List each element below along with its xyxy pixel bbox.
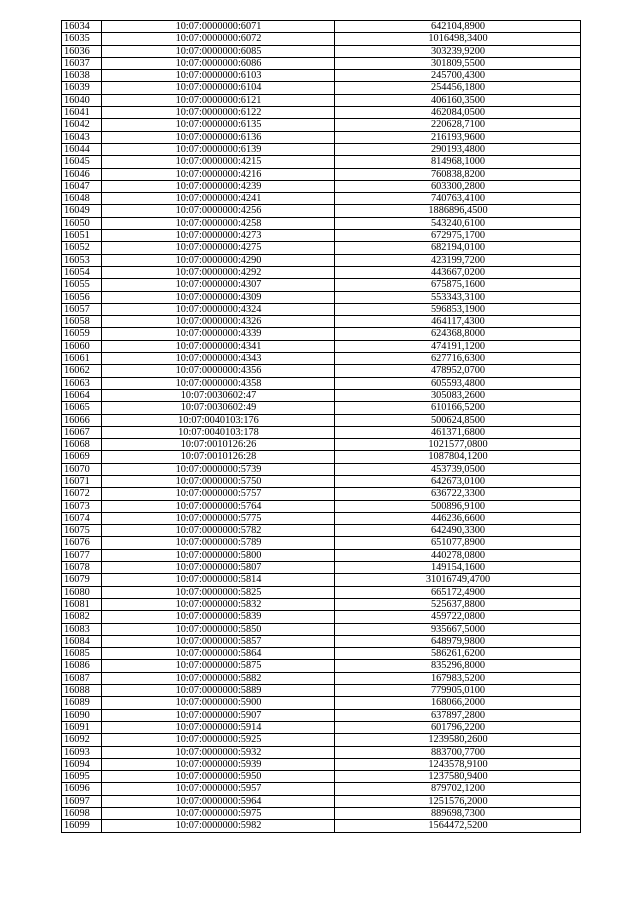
- cadastral-number-cell: 10:07:0000000:4356: [102, 365, 335, 377]
- table-row: [62, 21, 581, 33]
- cadastral-value-cell: 406160,3500: [335, 94, 581, 106]
- table-row: [62, 697, 581, 709]
- cadastral-value-cell: 1239580,2600: [335, 734, 581, 746]
- table-row: [62, 316, 581, 328]
- cadastral-value-cell: 500624,8500: [335, 414, 581, 426]
- cadastral-value-cell: 740763,4100: [335, 193, 581, 205]
- cadastral-value-cell: 835296,8000: [335, 660, 581, 672]
- cadastral-value-cell: 443667,0200: [335, 266, 581, 278]
- row-number-cell: 16037: [62, 57, 102, 69]
- cadastral-value-cell: 1564472,5200: [335, 820, 581, 832]
- row-number-cell: 16052: [62, 242, 102, 254]
- cadastral-value-cell: 453739,0500: [335, 463, 581, 475]
- cadastral-value-cell: 605593,4800: [335, 377, 581, 389]
- table-row: [62, 685, 581, 697]
- cadastral-number-cell: 10:07:0000000:4358: [102, 377, 335, 389]
- row-number-cell: 16054: [62, 266, 102, 278]
- table-row: [62, 525, 581, 537]
- table-row: [62, 463, 581, 475]
- row-number-cell: 16060: [62, 340, 102, 352]
- row-number-cell: 16035: [62, 33, 102, 45]
- cadastral-number-cell: 10:07:0000000:4339: [102, 328, 335, 340]
- cadastral-value-cell: 636722,3300: [335, 488, 581, 500]
- table-row: [62, 709, 581, 721]
- cadastral-number-cell: 10:07:0030602:47: [102, 389, 335, 401]
- row-number-cell: 16034: [62, 21, 102, 33]
- cadastral-number-cell: 10:07:0000000:5800: [102, 549, 335, 561]
- row-number-cell: 16058: [62, 316, 102, 328]
- row-number-cell: 16059: [62, 328, 102, 340]
- table-row: [62, 808, 581, 820]
- cadastral-value-cell: 879702,1200: [335, 783, 581, 795]
- table-row: [62, 291, 581, 303]
- table-row: [62, 426, 581, 438]
- table-row: [62, 119, 581, 131]
- row-number-cell: 16064: [62, 389, 102, 401]
- table-row: [62, 746, 581, 758]
- table-row: [62, 156, 581, 168]
- table-row: [62, 598, 581, 610]
- row-number-cell: 16098: [62, 808, 102, 820]
- cadastral-number-cell: 10:07:0000000:6139: [102, 143, 335, 155]
- table-row: [62, 512, 581, 524]
- row-number-cell: 16049: [62, 205, 102, 217]
- table-row: [62, 574, 581, 586]
- table-row: [62, 242, 581, 254]
- row-number-cell: 16096: [62, 783, 102, 795]
- table-row: [62, 549, 581, 561]
- table-row: [62, 537, 581, 549]
- table-row: [62, 131, 581, 143]
- cadastral-number-cell: 10:07:0000000:5775: [102, 512, 335, 524]
- cadastral-value-cell: 553343,3100: [335, 291, 581, 303]
- cadastral-number-cell: 10:07:0000000:5939: [102, 758, 335, 770]
- cadastral-number-cell: 10:07:0010126:28: [102, 451, 335, 463]
- row-number-cell: 16097: [62, 795, 102, 807]
- cadastral-number-cell: 10:07:0000000:5900: [102, 697, 335, 709]
- table-row: [62, 635, 581, 647]
- cadastral-number-cell: 10:07:0000000:4324: [102, 303, 335, 315]
- cadastral-number-cell: 10:07:0000000:6104: [102, 82, 335, 94]
- table-row: [62, 488, 581, 500]
- cadastral-number-cell: 10:07:0030602:49: [102, 402, 335, 414]
- table-row: [62, 721, 581, 733]
- cadastral-value-cell: 624368,8000: [335, 328, 581, 340]
- cadastral-value-cell: 601796,2200: [335, 721, 581, 733]
- row-number-cell: 16043: [62, 131, 102, 143]
- row-number-cell: 16047: [62, 180, 102, 192]
- row-number-cell: 16044: [62, 143, 102, 155]
- cadastral-value-cell: 1243578,9100: [335, 758, 581, 770]
- cadastral-number-cell: 10:07:0000000:4326: [102, 316, 335, 328]
- row-number-cell: 16070: [62, 463, 102, 475]
- table-row: [62, 33, 581, 45]
- cadastral-number-cell: 10:07:0000000:4215: [102, 156, 335, 168]
- cadastral-number-cell: 10:07:0000000:4343: [102, 353, 335, 365]
- cadastral-number-cell: 10:07:0000000:5964: [102, 795, 335, 807]
- row-number-cell: 16073: [62, 500, 102, 512]
- row-number-cell: 16099: [62, 820, 102, 832]
- row-number-cell: 16089: [62, 697, 102, 709]
- cadastral-number-cell: 10:07:0000000:4290: [102, 254, 335, 266]
- row-number-cell: 16068: [62, 439, 102, 451]
- cadastral-value-cell: 459722,0800: [335, 611, 581, 623]
- cadastral-number-cell: 10:07:0000000:5864: [102, 648, 335, 660]
- cadastral-value-cell: 603300,2800: [335, 180, 581, 192]
- row-number-cell: 16061: [62, 353, 102, 365]
- table-row: [62, 771, 581, 783]
- row-number-cell: 16055: [62, 279, 102, 291]
- table-row: [62, 94, 581, 106]
- row-number-cell: 16087: [62, 672, 102, 684]
- table-row: [62, 193, 581, 205]
- cadastral-value-cell: 474191,1200: [335, 340, 581, 352]
- cadastral-number-cell: 10:07:0000000:6085: [102, 45, 335, 57]
- row-number-cell: 16046: [62, 168, 102, 180]
- cadastral-value-cell: 168066,2000: [335, 697, 581, 709]
- cadastral-value-cell: 305083,2600: [335, 389, 581, 401]
- table-row: [62, 217, 581, 229]
- table-row: [62, 205, 581, 217]
- cadastral-number-cell: 10:07:0000000:5789: [102, 537, 335, 549]
- table-row: [62, 451, 581, 463]
- table-row: [62, 758, 581, 770]
- cadastral-number-cell: 10:07:0000000:5957: [102, 783, 335, 795]
- cadastral-number-cell: 10:07:0000000:5825: [102, 586, 335, 598]
- cadastral-number-cell: 10:07:0000000:4241: [102, 193, 335, 205]
- table-row: [62, 279, 581, 291]
- table-row: [62, 230, 581, 242]
- cadastral-value-cell: 290193,4800: [335, 143, 581, 155]
- cadastral-number-cell: 10:07:0000000:5782: [102, 525, 335, 537]
- table-row: [62, 500, 581, 512]
- cadastral-number-cell: 10:07:0000000:4258: [102, 217, 335, 229]
- cadastral-value-cell: 779905,0100: [335, 685, 581, 697]
- row-number-cell: 16079: [62, 574, 102, 586]
- row-number-cell: 16042: [62, 119, 102, 131]
- table-row: [62, 45, 581, 57]
- row-number-cell: 16069: [62, 451, 102, 463]
- row-number-cell: 16050: [62, 217, 102, 229]
- row-number-cell: 16062: [62, 365, 102, 377]
- table-row: [62, 70, 581, 82]
- cadastral-number-cell: 10:07:0000000:5832: [102, 598, 335, 610]
- cadastral-value-cell: 586261,6200: [335, 648, 581, 660]
- table-body: [62, 21, 581, 833]
- cadastral-value-cell: 303239,9200: [335, 45, 581, 57]
- cadastral-number-cell: 10:07:0000000:5750: [102, 475, 335, 487]
- table-row: [62, 562, 581, 574]
- cadastral-value-cell: 1886896,4500: [335, 205, 581, 217]
- cadastral-number-cell: 10:07:0000000:6071: [102, 21, 335, 33]
- row-number-cell: 16075: [62, 525, 102, 537]
- cadastral-number-cell: 10:07:0000000:5907: [102, 709, 335, 721]
- cadastral-value-cell: 1237580,9400: [335, 771, 581, 783]
- row-number-cell: 16090: [62, 709, 102, 721]
- cadastral-number-cell: 10:07:0000000:6136: [102, 131, 335, 143]
- cadastral-number-cell: 10:07:0000000:5850: [102, 623, 335, 635]
- cadastral-value-table: [61, 20, 581, 833]
- cadastral-number-cell: 10:07:0000000:6121: [102, 94, 335, 106]
- cadastral-number-cell: 10:07:0000000:4239: [102, 180, 335, 192]
- cadastral-value-cell: 1251576,2000: [335, 795, 581, 807]
- cadastral-value-cell: 642673,0100: [335, 475, 581, 487]
- cadastral-number-cell: 10:07:0040103:176: [102, 414, 335, 426]
- table-row: [62, 795, 581, 807]
- cadastral-number-cell: 10:07:0000000:5982: [102, 820, 335, 832]
- row-number-cell: 16051: [62, 230, 102, 242]
- cadastral-number-cell: 10:07:0000000:6103: [102, 70, 335, 82]
- cadastral-number-cell: 10:07:0000000:4275: [102, 242, 335, 254]
- table-row: [62, 783, 581, 795]
- cadastral-value-cell: 883700,7700: [335, 746, 581, 758]
- cadastral-value-cell: 682194,0100: [335, 242, 581, 254]
- cadastral-number-cell: 10:07:0000000:6086: [102, 57, 335, 69]
- cadastral-value-cell: 423199,7200: [335, 254, 581, 266]
- row-number-cell: 16072: [62, 488, 102, 500]
- cadastral-number-cell: 10:07:0000000:4256: [102, 205, 335, 217]
- cadastral-value-cell: 301809,5500: [335, 57, 581, 69]
- cadastral-value-cell: 935667,5000: [335, 623, 581, 635]
- cadastral-number-cell: 10:07:0000000:6072: [102, 33, 335, 45]
- cadastral-value-cell: 149154,1600: [335, 562, 581, 574]
- cadastral-value-cell: 610166,5200: [335, 402, 581, 414]
- cadastral-value-cell: 596853,1900: [335, 303, 581, 315]
- cadastral-value-cell: 672975,1700: [335, 230, 581, 242]
- row-number-cell: 16067: [62, 426, 102, 438]
- cadastral-number-cell: 10:07:0000000:4216: [102, 168, 335, 180]
- cadastral-number-cell: 10:07:0000000:5889: [102, 685, 335, 697]
- table-row: [62, 328, 581, 340]
- cadastral-number-cell: 10:07:0000000:5807: [102, 562, 335, 574]
- table-row: [62, 168, 581, 180]
- cadastral-value-cell: 525637,8800: [335, 598, 581, 610]
- row-number-cell: 16081: [62, 598, 102, 610]
- row-number-cell: 16074: [62, 512, 102, 524]
- table-row: [62, 672, 581, 684]
- row-number-cell: 16085: [62, 648, 102, 660]
- row-number-cell: 16076: [62, 537, 102, 549]
- cadastral-number-cell: 10:07:0000000:5950: [102, 771, 335, 783]
- cadastral-number-cell: 10:07:0000000:4341: [102, 340, 335, 352]
- cadastral-value-cell: 500896,9100: [335, 500, 581, 512]
- cadastral-number-cell: 10:07:0000000:5932: [102, 746, 335, 758]
- cadastral-number-cell: 10:07:0000000:4307: [102, 279, 335, 291]
- row-number-cell: 16078: [62, 562, 102, 574]
- row-number-cell: 16066: [62, 414, 102, 426]
- cadastral-number-cell: 10:07:0000000:5882: [102, 672, 335, 684]
- row-number-cell: 16040: [62, 94, 102, 106]
- cadastral-value-cell: 665172,4900: [335, 586, 581, 598]
- table-row: [62, 82, 581, 94]
- row-number-cell: 16093: [62, 746, 102, 758]
- row-number-cell: 16057: [62, 303, 102, 315]
- cadastral-value-cell: 648979,9800: [335, 635, 581, 647]
- row-number-cell: 16095: [62, 771, 102, 783]
- cadastral-value-cell: 642104,8900: [335, 21, 581, 33]
- cadastral-number-cell: 10:07:0010126:26: [102, 439, 335, 451]
- table-row: [62, 648, 581, 660]
- row-number-cell: 16080: [62, 586, 102, 598]
- cadastral-number-cell: 10:07:0000000:6135: [102, 119, 335, 131]
- cadastral-number-cell: 10:07:0000000:4309: [102, 291, 335, 303]
- cadastral-number-cell: 10:07:0000000:6122: [102, 107, 335, 119]
- cadastral-value-cell: 642490,3300: [335, 525, 581, 537]
- row-number-cell: 16082: [62, 611, 102, 623]
- cadastral-value-cell: 464117,4300: [335, 316, 581, 328]
- row-number-cell: 16056: [62, 291, 102, 303]
- cadastral-value-cell: 446236,6600: [335, 512, 581, 524]
- cadastral-value-cell: 254456,1800: [335, 82, 581, 94]
- cadastral-value-cell: 167983,5200: [335, 672, 581, 684]
- cadastral-number-cell: 10:07:0000000:5975: [102, 808, 335, 820]
- cadastral-value-cell: 220628,7100: [335, 119, 581, 131]
- row-number-cell: 16039: [62, 82, 102, 94]
- table-row: [62, 266, 581, 278]
- row-number-cell: 16083: [62, 623, 102, 635]
- cadastral-number-cell: 10:07:0000000:5739: [102, 463, 335, 475]
- cadastral-number-cell: 10:07:0000000:4273: [102, 230, 335, 242]
- table-row: [62, 623, 581, 635]
- cadastral-value-cell: 889698,7300: [335, 808, 581, 820]
- cadastral-number-cell: 10:07:0000000:5757: [102, 488, 335, 500]
- cadastral-value-cell: 216193,9600: [335, 131, 581, 143]
- table-row: [62, 254, 581, 266]
- table-row: [62, 389, 581, 401]
- cadastral-value-cell: 478952,0700: [335, 365, 581, 377]
- cadastral-value-cell: 760838,8200: [335, 168, 581, 180]
- table-row: [62, 820, 581, 832]
- cadastral-value-cell: 461371,6800: [335, 426, 581, 438]
- cadastral-value-cell: 462084,0500: [335, 107, 581, 119]
- cadastral-number-cell: 10:07:0000000:5925: [102, 734, 335, 746]
- table-row: [62, 439, 581, 451]
- cadastral-value-cell: 1016498,3400: [335, 33, 581, 45]
- table-row: [62, 734, 581, 746]
- table-row: [62, 143, 581, 155]
- table-row: [62, 303, 581, 315]
- table-row: [62, 377, 581, 389]
- row-number-cell: 16053: [62, 254, 102, 266]
- table-row: [62, 414, 581, 426]
- row-number-cell: 16036: [62, 45, 102, 57]
- cadastral-value-cell: 440278,0800: [335, 549, 581, 561]
- table-row: [62, 180, 581, 192]
- table-row: [62, 340, 581, 352]
- cadastral-value-cell: 675875,1600: [335, 279, 581, 291]
- row-number-cell: 16065: [62, 402, 102, 414]
- row-number-cell: 16094: [62, 758, 102, 770]
- row-number-cell: 16045: [62, 156, 102, 168]
- table-row: [62, 107, 581, 119]
- row-number-cell: 16088: [62, 685, 102, 697]
- cadastral-number-cell: 10:07:0000000:4292: [102, 266, 335, 278]
- table-row: [62, 353, 581, 365]
- cadastral-value-cell: 1087804,1200: [335, 451, 581, 463]
- row-number-cell: 16091: [62, 721, 102, 733]
- row-number-cell: 16077: [62, 549, 102, 561]
- table-row: [62, 611, 581, 623]
- cadastral-value-cell: 1021577,0800: [335, 439, 581, 451]
- cadastral-number-cell: 10:07:0000000:5857: [102, 635, 335, 647]
- row-number-cell: 16041: [62, 107, 102, 119]
- cadastral-number-cell: 10:07:0000000:5839: [102, 611, 335, 623]
- row-number-cell: 16092: [62, 734, 102, 746]
- cadastral-number-cell: 10:07:0000000:5914: [102, 721, 335, 733]
- table-row: [62, 402, 581, 414]
- cadastral-number-cell: 10:07:0040103:178: [102, 426, 335, 438]
- row-number-cell: 16063: [62, 377, 102, 389]
- row-number-cell: 16071: [62, 475, 102, 487]
- table-row: [62, 586, 581, 598]
- cadastral-value-cell: 814968,1000: [335, 156, 581, 168]
- cadastral-value-cell: 543240,6100: [335, 217, 581, 229]
- table-row: [62, 475, 581, 487]
- row-number-cell: 16084: [62, 635, 102, 647]
- cadastral-value-cell: 245700,4300: [335, 70, 581, 82]
- cadastral-number-cell: 10:07:0000000:5764: [102, 500, 335, 512]
- row-number-cell: 16086: [62, 660, 102, 672]
- cadastral-value-cell: 637897,2800: [335, 709, 581, 721]
- cadastral-number-cell: 10:07:0000000:5875: [102, 660, 335, 672]
- table-row: [62, 365, 581, 377]
- table-row: [62, 660, 581, 672]
- cadastral-value-cell: 31016749,4700: [335, 574, 581, 586]
- cadastral-value-cell: 627716,6300: [335, 353, 581, 365]
- cadastral-value-cell: 651077,8900: [335, 537, 581, 549]
- row-number-cell: 16048: [62, 193, 102, 205]
- cadastral-number-cell: 10:07:0000000:5814: [102, 574, 335, 586]
- row-number-cell: 16038: [62, 70, 102, 82]
- table-row: [62, 57, 581, 69]
